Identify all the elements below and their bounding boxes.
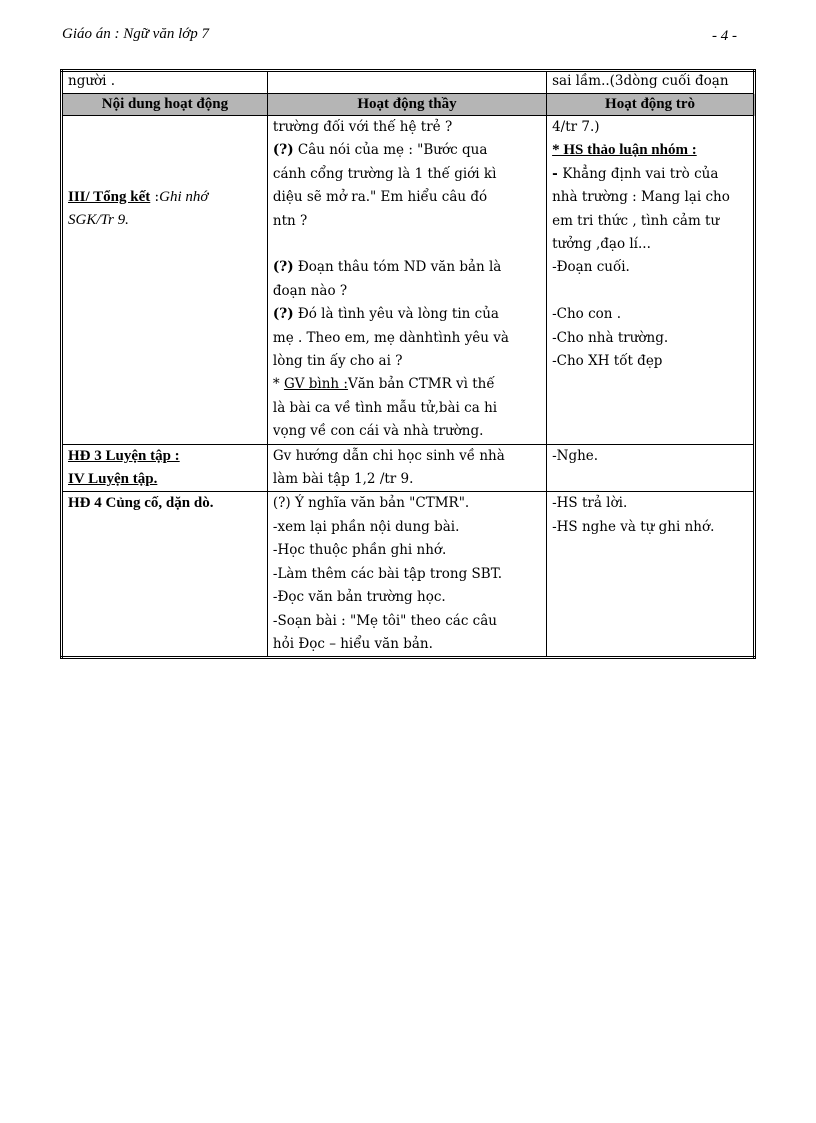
table-row-practice <box>62 444 755 492</box>
group-discussion-label: * HS thảo luận nhóm : <box>552 142 697 159</box>
cell-summary-teacher: trường đối với thế hệ trẻ ? (?) Câu nói của mẹ : "Bước qua cánh cổng trường là 1 thế giới kì diệu sẽ mở ra." Em hiểu câu đó ntn ? (?) Đoạn thâu tóm ND văn bản là đoạn nào ? (?) Đó là tình yêu và lòng tin của mẹ . Theo em, mẹ dànhtình yêu và lòng tin ấy cho ai ? * GV bình :Văn bản CTMR vì thế là bài ca về tình mẫu tử,bài ca hi vọng về con cái và nhà trường. <box>267 116 546 445</box>
cell-review-content: HĐ 4 Củng cố, dặn dò. <box>62 492 268 658</box>
header-content: Nội dung hoạt động <box>62 94 268 116</box>
header-teacher: Hoạt động thầy <box>267 94 546 116</box>
cell-content-top: người . <box>62 71 268 94</box>
question-3: (?) Đó là tình yêu và lòng tin của <box>272 306 499 323</box>
header-student: Hoạt động trò <box>547 94 755 116</box>
cell-summary-student: 4/tr 7.) * HS thảo luận nhóm : - Khẳng định vai trò của nhà trường : Mang lại cho em tri thức , tình cảm tư tưởng ,đạo lí... -Đoạn cuối. -Cho con . -Cho nhà trường. -Cho XH tốt đẹp <box>547 116 755 445</box>
cell-student-top: sai lầm..(3dòng cuối đoạn <box>547 71 755 94</box>
section-title: III/ Tổng kết <box>68 189 151 205</box>
question-2: (?) Đoạn thâu tóm ND văn bản là <box>272 259 502 276</box>
cell-summary-content: III/ Tổng kết :Ghi nhớ SGK/Tr 9. <box>62 116 268 445</box>
page-header <box>62 26 737 50</box>
cell-teacher-top <box>267 71 546 94</box>
cell-review-student: -HS trả lời. -HS nghe và tự ghi nhớ. <box>547 492 755 658</box>
teacher-comment: * GV bình :Văn bản CTMR vì thế <box>272 376 495 393</box>
question-1: (?) Câu nói của mẹ : "Bước qua <box>272 142 488 159</box>
table-row-review <box>62 492 755 658</box>
cell-practice-student: -Nghe. <box>547 444 755 492</box>
section-note: SGK/Tr 9. <box>68 212 129 229</box>
continuation-row <box>62 71 755 94</box>
table-row-summary <box>62 116 755 445</box>
header-row <box>62 94 755 116</box>
document-title: Giáo án : Ngữ văn lớp 7 <box>62 26 210 42</box>
lesson-plan-table <box>60 69 756 659</box>
cell-review-teacher: (?) Ý nghĩa văn bản "CTMR". -xem lại phần nội dung bài. -Học thuộc phần ghi nhớ. -Làm thêm các bài tập trong SBT. -Đọc văn bản trường học. -Soạn bài : "Mẹ tôi" theo các câu hỏi Đọc – hiểu văn bản. <box>267 492 546 658</box>
page-number: - 4 - <box>712 28 737 44</box>
cell-practice-teacher: Gv hướng dẫn chi học sinh về nhà làm bài tập 1,2 /tr 9. <box>267 444 546 492</box>
cell-practice-content: HĐ 3 Luyện tập : IV Luyện tập. <box>62 444 268 492</box>
